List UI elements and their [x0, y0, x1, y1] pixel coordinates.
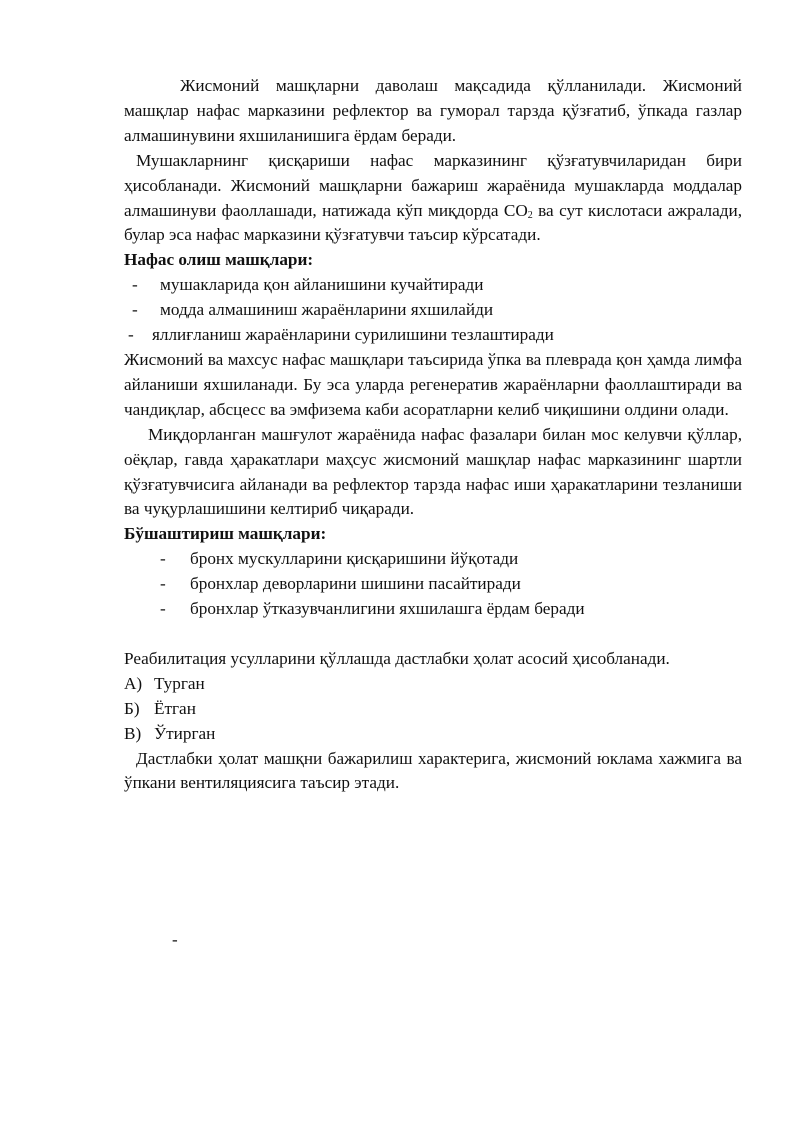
breathing-heading: Нафас олиш машқлари:	[124, 250, 314, 270]
position-marker: Б)	[124, 698, 140, 718]
intro-paragraph-2-text-b: ва сут кислотаси ажралади, булар эса нафас марказини қўзғатувчи таъсир кўрсатади.	[124, 200, 742, 245]
list-item-text: мушакларида қон айланишини кучайтиради	[160, 275, 484, 295]
list-item-text: модда алмашиниш жараёнларини яхшилайди	[160, 300, 494, 320]
co2-subscript: 2	[527, 209, 533, 221]
list-item	[124, 722, 742, 747]
intro-paragraph-2	[124, 149, 742, 249]
list-item-text: бронхлар деворларини шишини пасайтиради	[190, 574, 521, 594]
effects-paragraph-1: Жисмоний ва махсус нафас машқлари таъсирида ўпка ва плеврада қон ҳамда лимфа айланиши яхшиланади. Бу эса уларда регенератив жараёнларни фаоллаштиради ва чандиқлар, абсцесс ва эмфизема каби асоратларни келиб чиқишини олдини олади.	[124, 349, 742, 419]
list-item	[124, 273, 742, 298]
dash-icon: -	[132, 275, 138, 295]
list-item	[124, 672, 742, 697]
blank-line	[124, 622, 742, 647]
position-label: Турган	[154, 673, 205, 693]
list-item	[124, 572, 742, 597]
effects-paragraph-2: Миқдорланган машғулот жараёнида нафас фазалари билан мос келувчи қўллар, оёқлар, гавда ҳаракатлари маҳсус жисмоний машқлар нафас марказининг шартли қўзғатувчисига айланади ва рефлектор тарзда нафас иши ҳаракатларини тезланиши ва чуқурлашишини келтириб чиқаради.	[124, 424, 742, 519]
dash-icon: -	[160, 574, 166, 594]
position-label: Ётган	[154, 698, 196, 718]
list-item	[124, 697, 742, 722]
dash-icon: -	[160, 599, 166, 619]
position-label: Ўтирган	[154, 723, 216, 743]
document-page	[124, 74, 742, 796]
list-item	[124, 298, 742, 323]
breathing-list	[124, 273, 742, 348]
list-item-text: яллиғланиш жараёнларини сурилишини тезлаштиради	[152, 325, 554, 345]
intro-paragraph-2-text-a: Мушакларнинг қисқариши нафас марказининг қўзғатувчиларидан бири ҳисобланади. Жисмоний машқларни бажариш жараёнида мушакларда моддалар алмашинуви фаоллашади, натижада кўп миқдорда CO	[124, 150, 742, 220]
list-item-text: бронхлар ўтказувчанлигини яхшилашга ёрдам беради	[190, 599, 585, 619]
rehab-closing: Дастлабки ҳолат машқни бажарилиш характерига, жисмоний юклама хажмига ва ўпкани вентиляциясига таъсир этади.	[124, 748, 742, 793]
list-item	[124, 547, 742, 572]
stray-dash-mark: -	[172, 930, 178, 949]
positions-list	[124, 672, 742, 747]
list-item-text: бронх мускулларини қисқаришини йўқотади	[190, 549, 519, 569]
rehab-intro: Реабилитация усулларини қўллашда дастлабки ҳолат асосий ҳисобланади.	[124, 648, 670, 668]
list-item	[124, 323, 742, 348]
dash-icon: -	[132, 300, 138, 320]
relaxation-list	[124, 547, 742, 622]
position-marker: В)	[124, 723, 142, 743]
relaxation-heading: Бўшаштириш машқлари:	[124, 524, 327, 544]
position-marker: А)	[124, 673, 143, 693]
list-item	[124, 597, 742, 622]
dash-icon: -	[128, 325, 134, 345]
intro-paragraph-1: Жисмоний машқларни даволаш мақсадида қўлланилади. Жисмоний машқлар нафас марказини рефлектор ва гуморал тарзда қўзғатиб, ўпкада газлар алмашинувини яхшиланишига ёрдам беради.	[124, 76, 742, 145]
dash-icon: -	[160, 549, 166, 569]
